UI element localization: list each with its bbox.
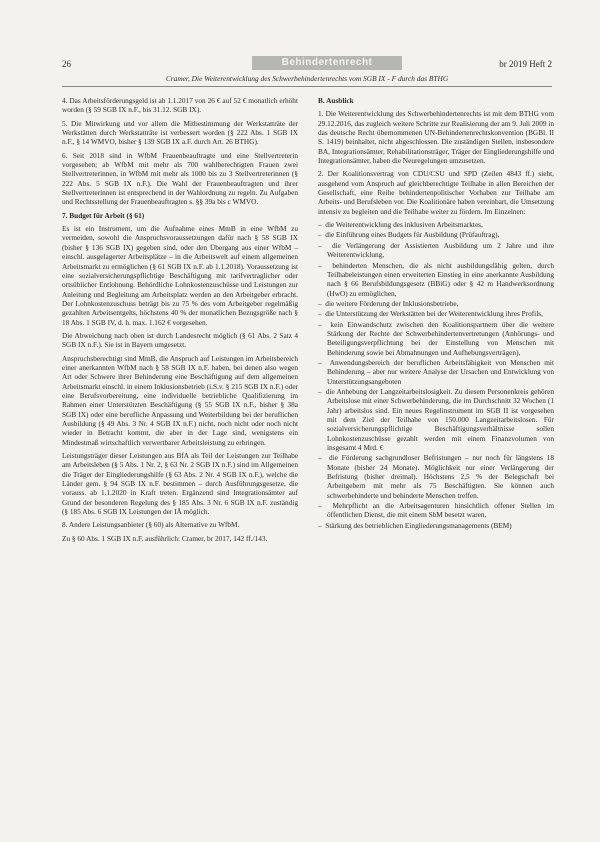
paragraph: Die Abweichung nach oben ist durch Landesrecht möglich (§ 61 Abs. 2 Satz 4 SGB IX n.F.). Sie ist in Bayern umgesetzt. (62, 330, 298, 350)
page-header (62, 56, 552, 72)
list-item: – kein Einwandschutz zwischen den Koalitionspartnern über die weitere Stärkung der Rechte der Schwerbehindertenvertretungen (Anhörungs- und Beteiligungsverpflichtung bei der Einstellung von Menschen mit Behinderung sowie bei Abmahnungen und Aufhebungsverträgen), (318, 320, 554, 357)
list-item: – behinderten Menschen, die als nicht ausbildungsfähig gelten, durch Teilhabeleistungen einen erweiterten Einstieg in eine anerkannte Ausbildung nach § 66 Berufsbildungsgesetz (BBiG) oder § 42 m Handwerksordnung (HwO) zu ermöglichen, (318, 261, 554, 298)
list-item: – die Unterstützung der Werkstätten bei der Weiterentwicklung ihres Profils, (318, 309, 554, 318)
left-column (62, 96, 298, 547)
list-item: – Anwendungsbereich der beruflichen Arbeitsfähigkeit von Menschen mit Behinderung – aber nur weitere Analyse der Ursachen und Entwicklung von Unterstützungsangeboten (318, 358, 554, 386)
paragraph: 6. Seit 2018 sind in WfbM Frauenbeauftragte und eine Stellvertreterin vorgesehen; ab WfbM mit mehr als 700 wahlberechtigten Frauen zwei Stellvertreterinnen, in WfbM mit mehr als 1000 bis zu 3 Stellvertreterinnen (§ 222 Abs. 5 SGB IX n.F.). Die Wahl der Frauenbeauftragten und ihrer Stellvertreterinnen ist entsprechend in der Wahlordnung zu regeln. Zu Aufgaben und Rechtsstellung der Frauenbeauftragten s. §§ 39a bis c WMVO. (62, 150, 298, 207)
bullet-list (318, 220, 554, 530)
list-item: – die weitere Förderung der Inklusionsbetriebe, (318, 299, 554, 308)
paragraph: Es ist ein Instrument, um die Aufnahme eines MmB in eine WfbM zu vermeiden, sowohl die Anspruchsvoraussetzungen dafür nach § 58 SGB IX (bisher § 136 SGB IX) gegeben sind, oder den Übergang aus einer WfbM – einschl. ausgelagerter Arbeitsplätze – in die Arbeitswelt auf einem allgemeinen Arbeitsmarkt zu ermöglichen (§ 61 SGB IX n.F. ab 1.1.2018). Voraussetzung ist eine sozialversicherungspflichtige Beschäftigung mit tarifvertraglicher oder ortsüblicher Entlohnung. Behördliche Lohnkostenzuschüsse und Leistungen zur Anleitung und Begleitung am Arbeitsplatz werden an den Arbeitgeber erbracht. Der Lohnkostenzuschuss beträgt bis zu 75 % des vom Arbeitgeber regelmäßig gezahlten Arbeitsentgelts, höchstens 40 % der monatlichen Bezugsgröße nach § 18 Abs. 1 SGB IV, d. h. max. 1.162 € vorgesehen. (62, 224, 298, 327)
page-number: 26 (62, 59, 71, 69)
list-item: – Mehrpflicht an die Arbeitsagenturen hinsichtlich offener Stellen im öffentlichen Dienst, die mit einem SbM besetzt waren, (318, 501, 554, 520)
paragraph: 1. Die Weiterentwicklung des Schwerbehindertenrechts ist mit dem BTHG vom 29.12.2016, das zugleich weitere Schritte zur Realisierung der am 9. Juli 2009 in das deutsche Recht übernommenen UN-Behindertenrechtskonvention (BGBl. II S. 1419) beinhaltet, nicht abgeschlossen. Die zuständigen Stellen, insbesondere BA, Integrationsämter, Rehabilitationsträger, Träger der Eingliederungshilfe und Integrationsämter, haben die Neuregelungen umzusetzen. (318, 109, 554, 166)
paragraph: 2. Der Koalitionsvertrag von CDU/CSU und SPD (Zeilen 4843 ff.) sieht, ausgehend vom Anspruch auf gleichberechtigte Teilhabe in allen Bereichen der Gesellschaft, eine Reihe behindertenpolitischer Vorhaben zur Teilhabe am Arbeits- und Berufsleben vor. Die Koalitionäre haben vereinbart, die Umsetzung intensiv zu begleiten und die Teilhabe weiter zu fördern. Im Einzelnen: (318, 169, 554, 216)
paragraph: Zu § 60 Abs. 1 SGB IX n.F. ausführlich: Cramer, br 2017, 142 ff./143. (62, 533, 268, 543)
paragraph: 8. Andere Leistungsanbieter (§ 60) als Alternative zu WfbM. (62, 520, 240, 530)
list-item: – Stärkung des betrieblichen Eingliederungsmanagements (BEM) (318, 521, 554, 530)
section-heading: B. Ausblick (318, 96, 354, 105)
section-heading: 7. Budget für Arbeit (§ 61) (62, 210, 145, 220)
paragraph: 5. Die Mitwirkung und vor allem die Mitbestimmung der Werkstatträte der Werkstätten durch Werkstatträte ist verbessert worden (§ 222 Abs. 1 SGB IX n.F., § 14 WMVO, bisher § 139 SGB IX a.F. durch Art. 26 BTHG). (62, 118, 298, 147)
list-item: – die Verlängerung der Assistierten Ausbildung um 2 Jahre und ihre Weiterentwicklung, (318, 241, 554, 260)
list-item: – die Weiterentwicklung des inklusiven Arbeitsmarktes, (318, 220, 554, 229)
paragraph: 4. Das Arbeitsförderungsgeld ist ab 1.1.2017 von 26 € auf 52 € monatlich erhöht worden (§ 59 SGB IX n.F., bis 31.12. SGB IX). (62, 96, 298, 115)
running-title: Cramer, Die Weiterentwicklung des Schwerbehindertenrechts vom SGB IX - F durch das BTHG (165, 74, 449, 83)
paragraph: Anspruchsberechtigt sind MmB, die Anspruch auf Leistungen im Arbeitsbereich einer anerkannten WfbM nach § 58 SGB IX n.F. haben, bei denen also wegen Art oder Schwere ihrer Behinderung eine Beschäftigung auf dem allgemeinen Arbeitsmarkt einschl. in einem Inklusionsbetrieb (i.S.v. § 215 SGB IX n.F.) oder eine Berufsvorbereitung, eine individuelle betriebliche Qualifizierung im Rahmen einer Unterstützten Beschäftigung (§ 55 SGB IX n.F., bisher § 38a SGB IX) oder eine berufliche Anpassung und Weiterbildung bei der beruflichen Ausbildung (§ 49 Abs. 3 Nr. 4 SGB IX n.F.) nicht, noch nicht oder noch nicht wieder in Betracht kommt, die aber in der Lage sind, wenigstens ein Mindestmaß wirtschaftlich verwertbarer Arbeitsleistung zu erbringen. (62, 353, 298, 447)
right-column (318, 96, 554, 534)
list-item: – die Förderung sachgrundloser Befristungen – nur noch für längstens 18 Monate (bisher 24 Monate). Möglichkeit nur einer Verlängerung der Befristung (bisher dreimal). Höchstens 2,5 % der Belegschaft bei Arbeitgebern mit mehr als 75 Beschäftigten. Sie können auch schwerbehinderte und behinderte Menschen treffen. (318, 453, 554, 500)
header-rule (62, 86, 552, 87)
journal-title: Behindertenrecht (252, 56, 402, 70)
paragraph: Leistungsträger dieser Leistungen aus BfA als Teil der Leistungen zur Teilhabe am Arbeitsleben (§ 5 Abs. 1 Nr. 2, § 63 Nr. 2 SGB IX n.F.) sind im Allgemeinen die Träger der Eingliederungshilfe (§ 63 Abs. 2 Nr. 4 SGB IX n.F.), welche die Länder gem. § 94 SGB IX n.F. bestimmen – durch Ausführungsgesetze, die vorauss. ab 1.1.2020 in Kraft treten. Ergänzend sind Integrationsämter auf Grund der besonderen Regelung des § 185 Abs. 3 Nr. 6 SGB IX n.F. zuständig (§ 185 Abs. 6 SGB IX Leistungen der IÄ möglich. (62, 451, 298, 517)
issue-label: br 2019 Heft 2 (499, 59, 552, 69)
list-item: – die Einführung eines Budgets für Ausbildung (Prüfauftrag), (318, 230, 554, 239)
list-item: – die Anhebung der Langzeitarbeitslosigkeit. Zu diesem Personenkreis gehören Arbeitslose mit einer Schwerbehinderung, die im Durchschnitt 32 Wochen (1 Jahr) arbeitslos sind. Ein neues Regelinstrument im SGB II ist vorgesehen mit dem Ziel der Teilhabe von 150.000 Langzeitarbeitslosen. Für sozialversicherungspflichtige Beschäftigungsverhältnisse sollen Lohnkostenzuschüsse gezahlt werden mit einem Finanzvolumen von insgesamt 4 Mrd. € (318, 387, 554, 452)
